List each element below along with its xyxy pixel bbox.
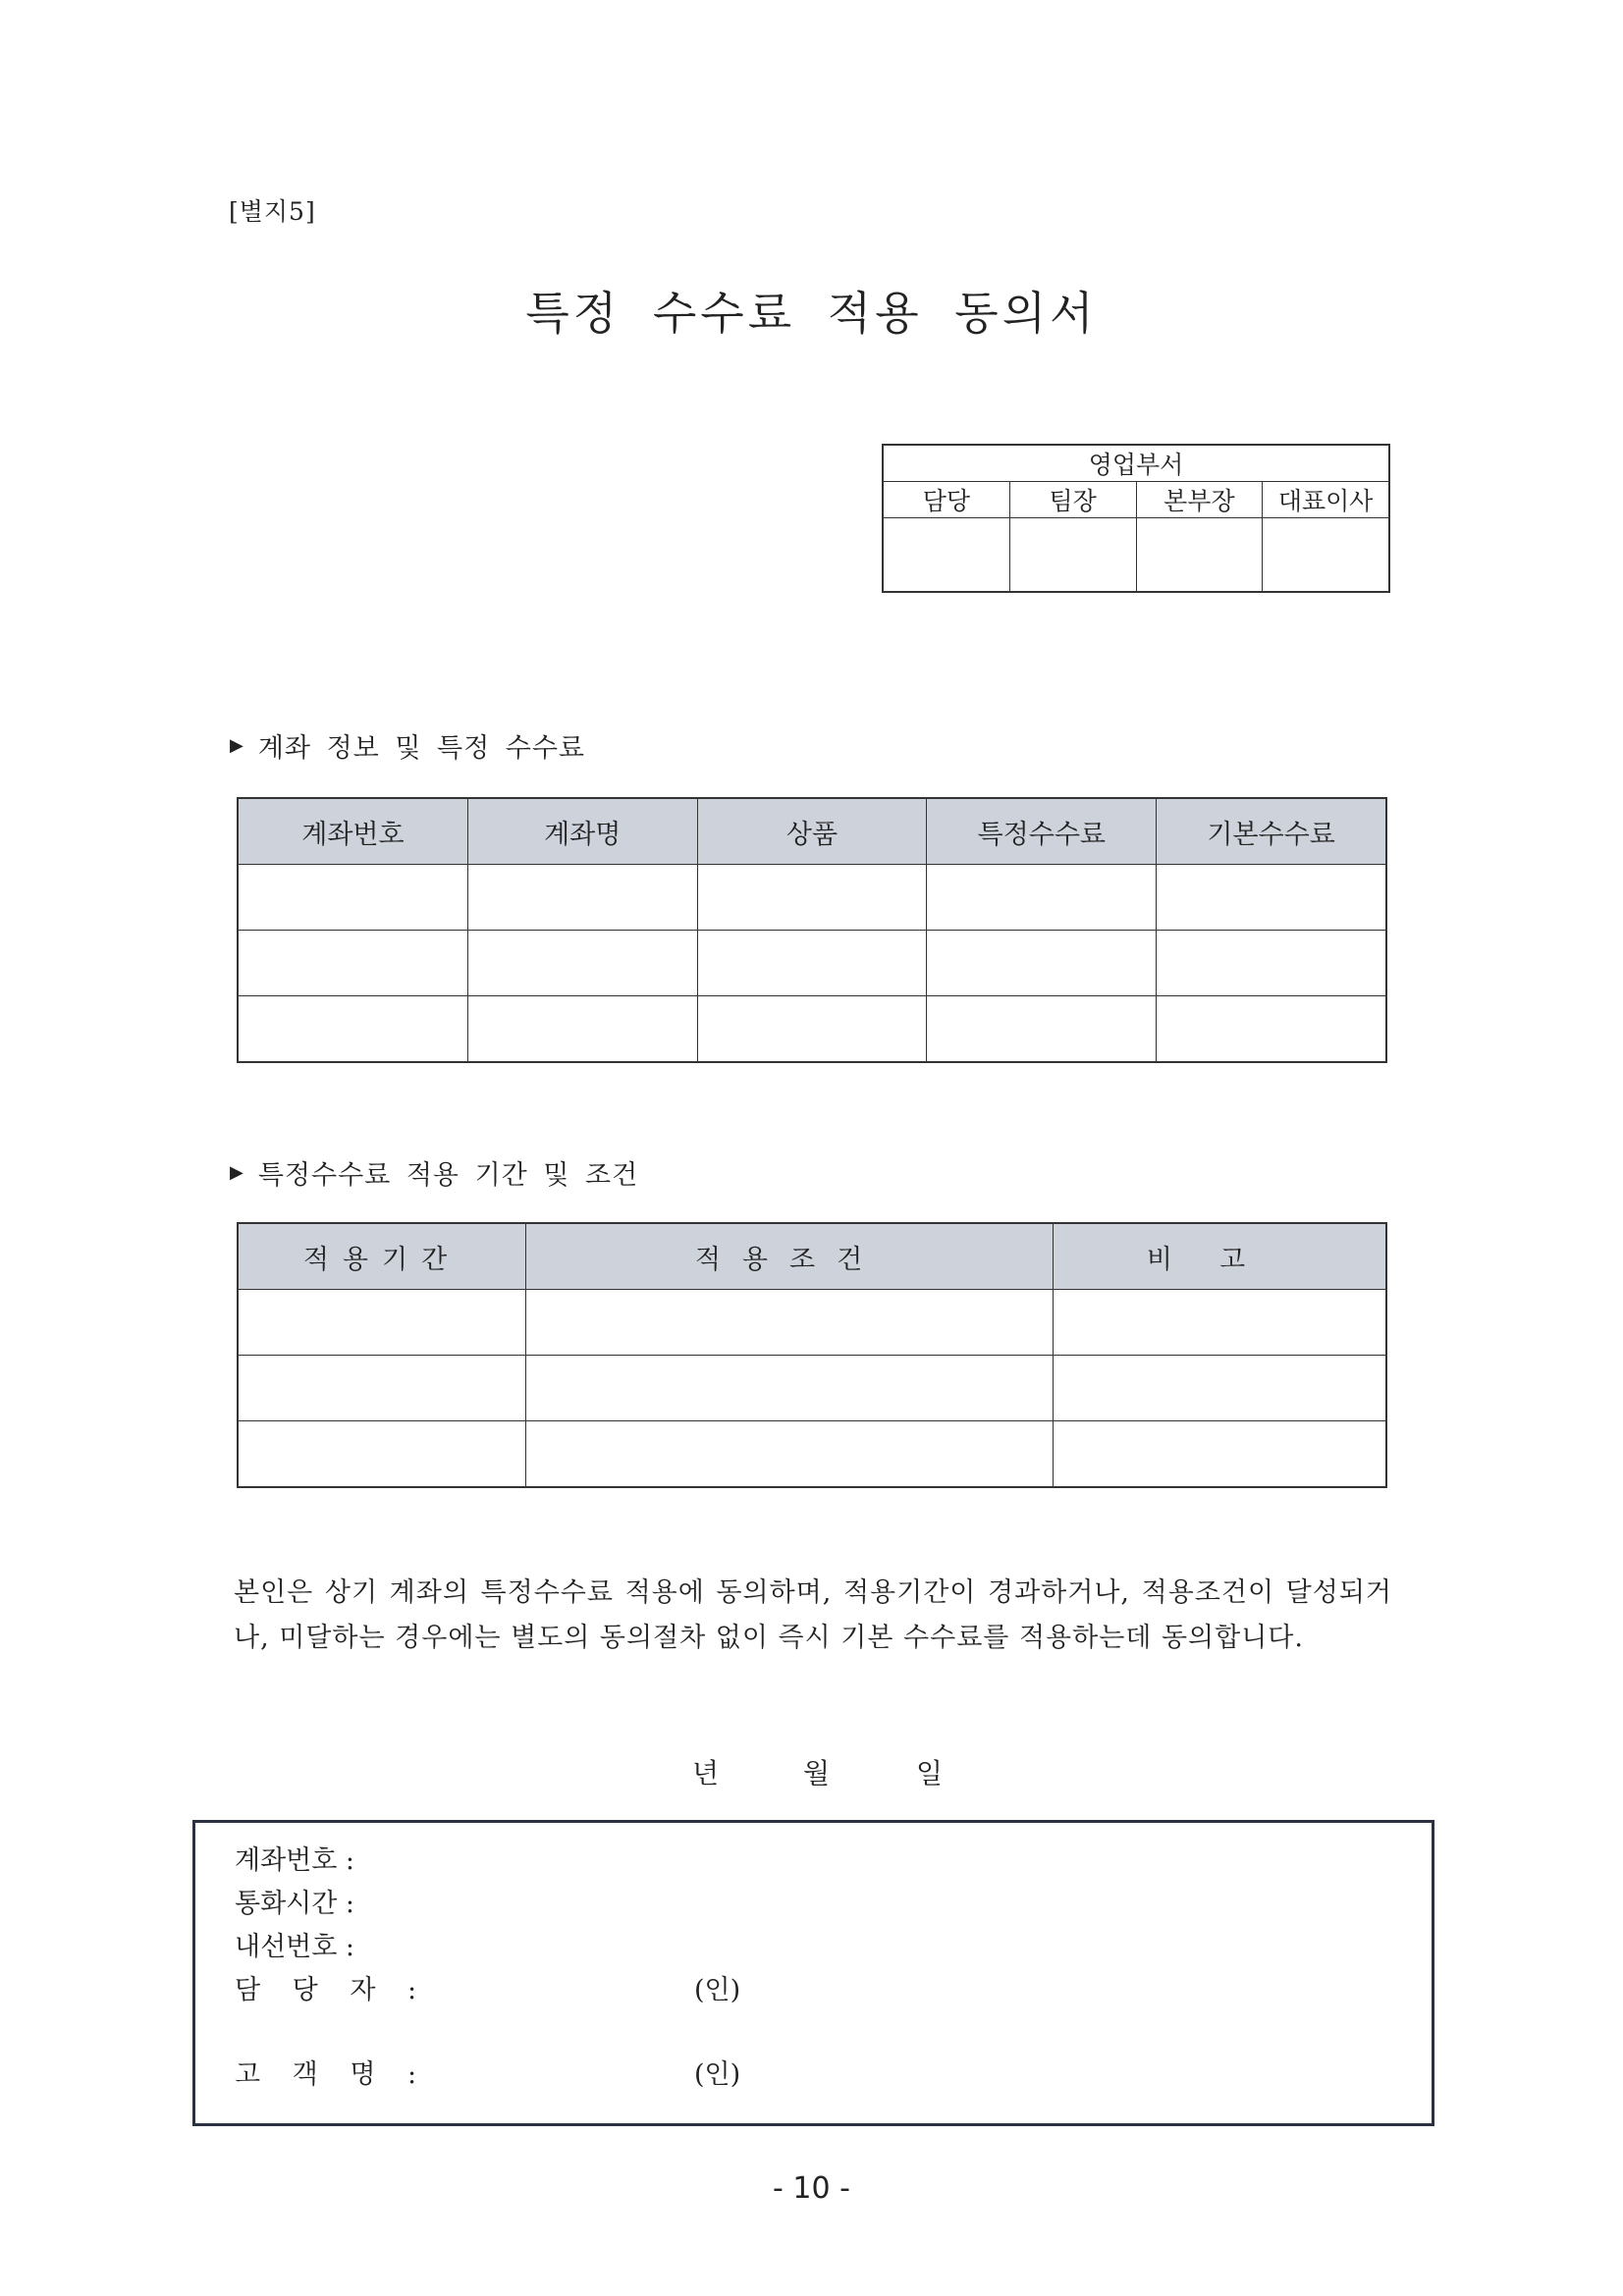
table-cell[interactable] — [526, 1356, 1054, 1421]
table-cell[interactable] — [238, 865, 467, 931]
manager-seal-mark: (인) — [694, 1975, 741, 2005]
triangle-bullet-icon: ▶ — [230, 735, 244, 756]
approval-sign-cell[interactable] — [1263, 518, 1389, 593]
table-cell[interactable] — [927, 931, 1157, 996]
column-header: 계좌명 — [467, 798, 697, 865]
table-cell[interactable] — [238, 931, 467, 996]
approval-role: 대표이사 — [1263, 482, 1389, 518]
manager-label: 담 당 자 : — [235, 1975, 429, 2005]
triangle-bullet-icon: ▶ — [230, 1162, 244, 1183]
table-cell[interactable] — [467, 996, 697, 1063]
column-header: 상품 — [697, 798, 927, 865]
table-cell[interactable] — [1157, 865, 1386, 931]
approval-sign-cell[interactable] — [1009, 518, 1136, 593]
consent-statement: 본인은 상기 계좌의 특정수수료 적용에 동의하며, 적용기간이 경과하거나, 적용조건이 달성되거나, 미달하는 경우에는 별도의 동의절차 없이 즉시 기본 수수료를 적용하는데 동의합니다. — [234, 1577, 1392, 1653]
document-title: 특정 수수료 적용 동의서 — [525, 287, 1098, 340]
table-cell[interactable] — [526, 1421, 1054, 1488]
table-row — [238, 931, 1386, 996]
customer-seal-mark: (인) — [694, 2059, 741, 2090]
page-number: - 10 - — [773, 2171, 850, 2206]
table-cell[interactable] — [697, 996, 927, 1063]
table-cell[interactable] — [1157, 931, 1386, 996]
customer-row — [235, 2053, 741, 2091]
table-cell[interactable] — [238, 1290, 526, 1356]
table-cell[interactable] — [238, 1421, 526, 1488]
section-heading-text: 계좌 정보 및 특정 수수료 — [257, 733, 585, 764]
approval-table — [882, 444, 1390, 593]
table-cell[interactable] — [467, 865, 697, 931]
table-cell[interactable] — [238, 1356, 526, 1421]
table-cell[interactable] — [1054, 1421, 1387, 1488]
approval-sign-cell[interactable] — [1136, 518, 1263, 593]
account-number-label: 계좌번호 : — [235, 1845, 355, 1876]
table-cell[interactable] — [697, 931, 927, 996]
approval-sign-cell[interactable] — [883, 518, 1009, 593]
account-fee-table — [237, 797, 1387, 1063]
table-cell[interactable] — [467, 931, 697, 996]
extension-label: 내선번호 : — [235, 1932, 355, 1962]
column-header: 기본수수료 — [1157, 798, 1386, 865]
table-row — [238, 865, 1386, 931]
column-header: 계좌번호 — [238, 798, 467, 865]
approval-role: 팀장 — [1009, 482, 1136, 518]
table-row — [238, 1421, 1386, 1488]
table-row — [238, 996, 1386, 1063]
account-number-row — [235, 1839, 382, 1877]
customer-label: 고 객 명 : — [235, 2059, 429, 2090]
table-cell[interactable] — [697, 865, 927, 931]
approval-department: 영업부서 — [883, 445, 1389, 482]
table-cell[interactable] — [927, 996, 1157, 1063]
column-header: 적용기간 — [238, 1223, 526, 1290]
extension-row — [235, 1925, 382, 1963]
table-cell[interactable] — [1054, 1356, 1387, 1421]
column-header: 특정수수료 — [927, 798, 1157, 865]
manager-row — [235, 1968, 741, 2006]
column-header: 적용조건 — [526, 1223, 1054, 1290]
call-time-label: 통화시간 : — [235, 1889, 355, 1919]
section-heading-text: 특정수수료 적용 기간 및 조건 — [257, 1160, 639, 1191]
approval-role: 담당 — [883, 482, 1009, 518]
approval-role: 본부장 — [1136, 482, 1263, 518]
column-header: 비고 — [1054, 1223, 1387, 1290]
table-cell[interactable] — [238, 996, 467, 1063]
date-year-label: 년 — [692, 1757, 720, 1789]
signature-box — [192, 1820, 1434, 2126]
table-row — [238, 1290, 1386, 1356]
call-time-row — [235, 1882, 382, 1920]
table-cell[interactable] — [1157, 996, 1386, 1063]
period-condition-table — [237, 1222, 1387, 1488]
form-label: [별지5] — [229, 197, 316, 226]
date-day-label: 일 — [916, 1757, 944, 1789]
date-month-label: 월 — [803, 1757, 831, 1789]
table-cell[interactable] — [927, 865, 1157, 931]
table-row — [238, 1356, 1386, 1421]
section-heading-period — [230, 1153, 638, 1192]
table-cell[interactable] — [526, 1290, 1054, 1356]
table-cell[interactable] — [1054, 1290, 1387, 1356]
section-heading-account — [230, 726, 585, 765]
